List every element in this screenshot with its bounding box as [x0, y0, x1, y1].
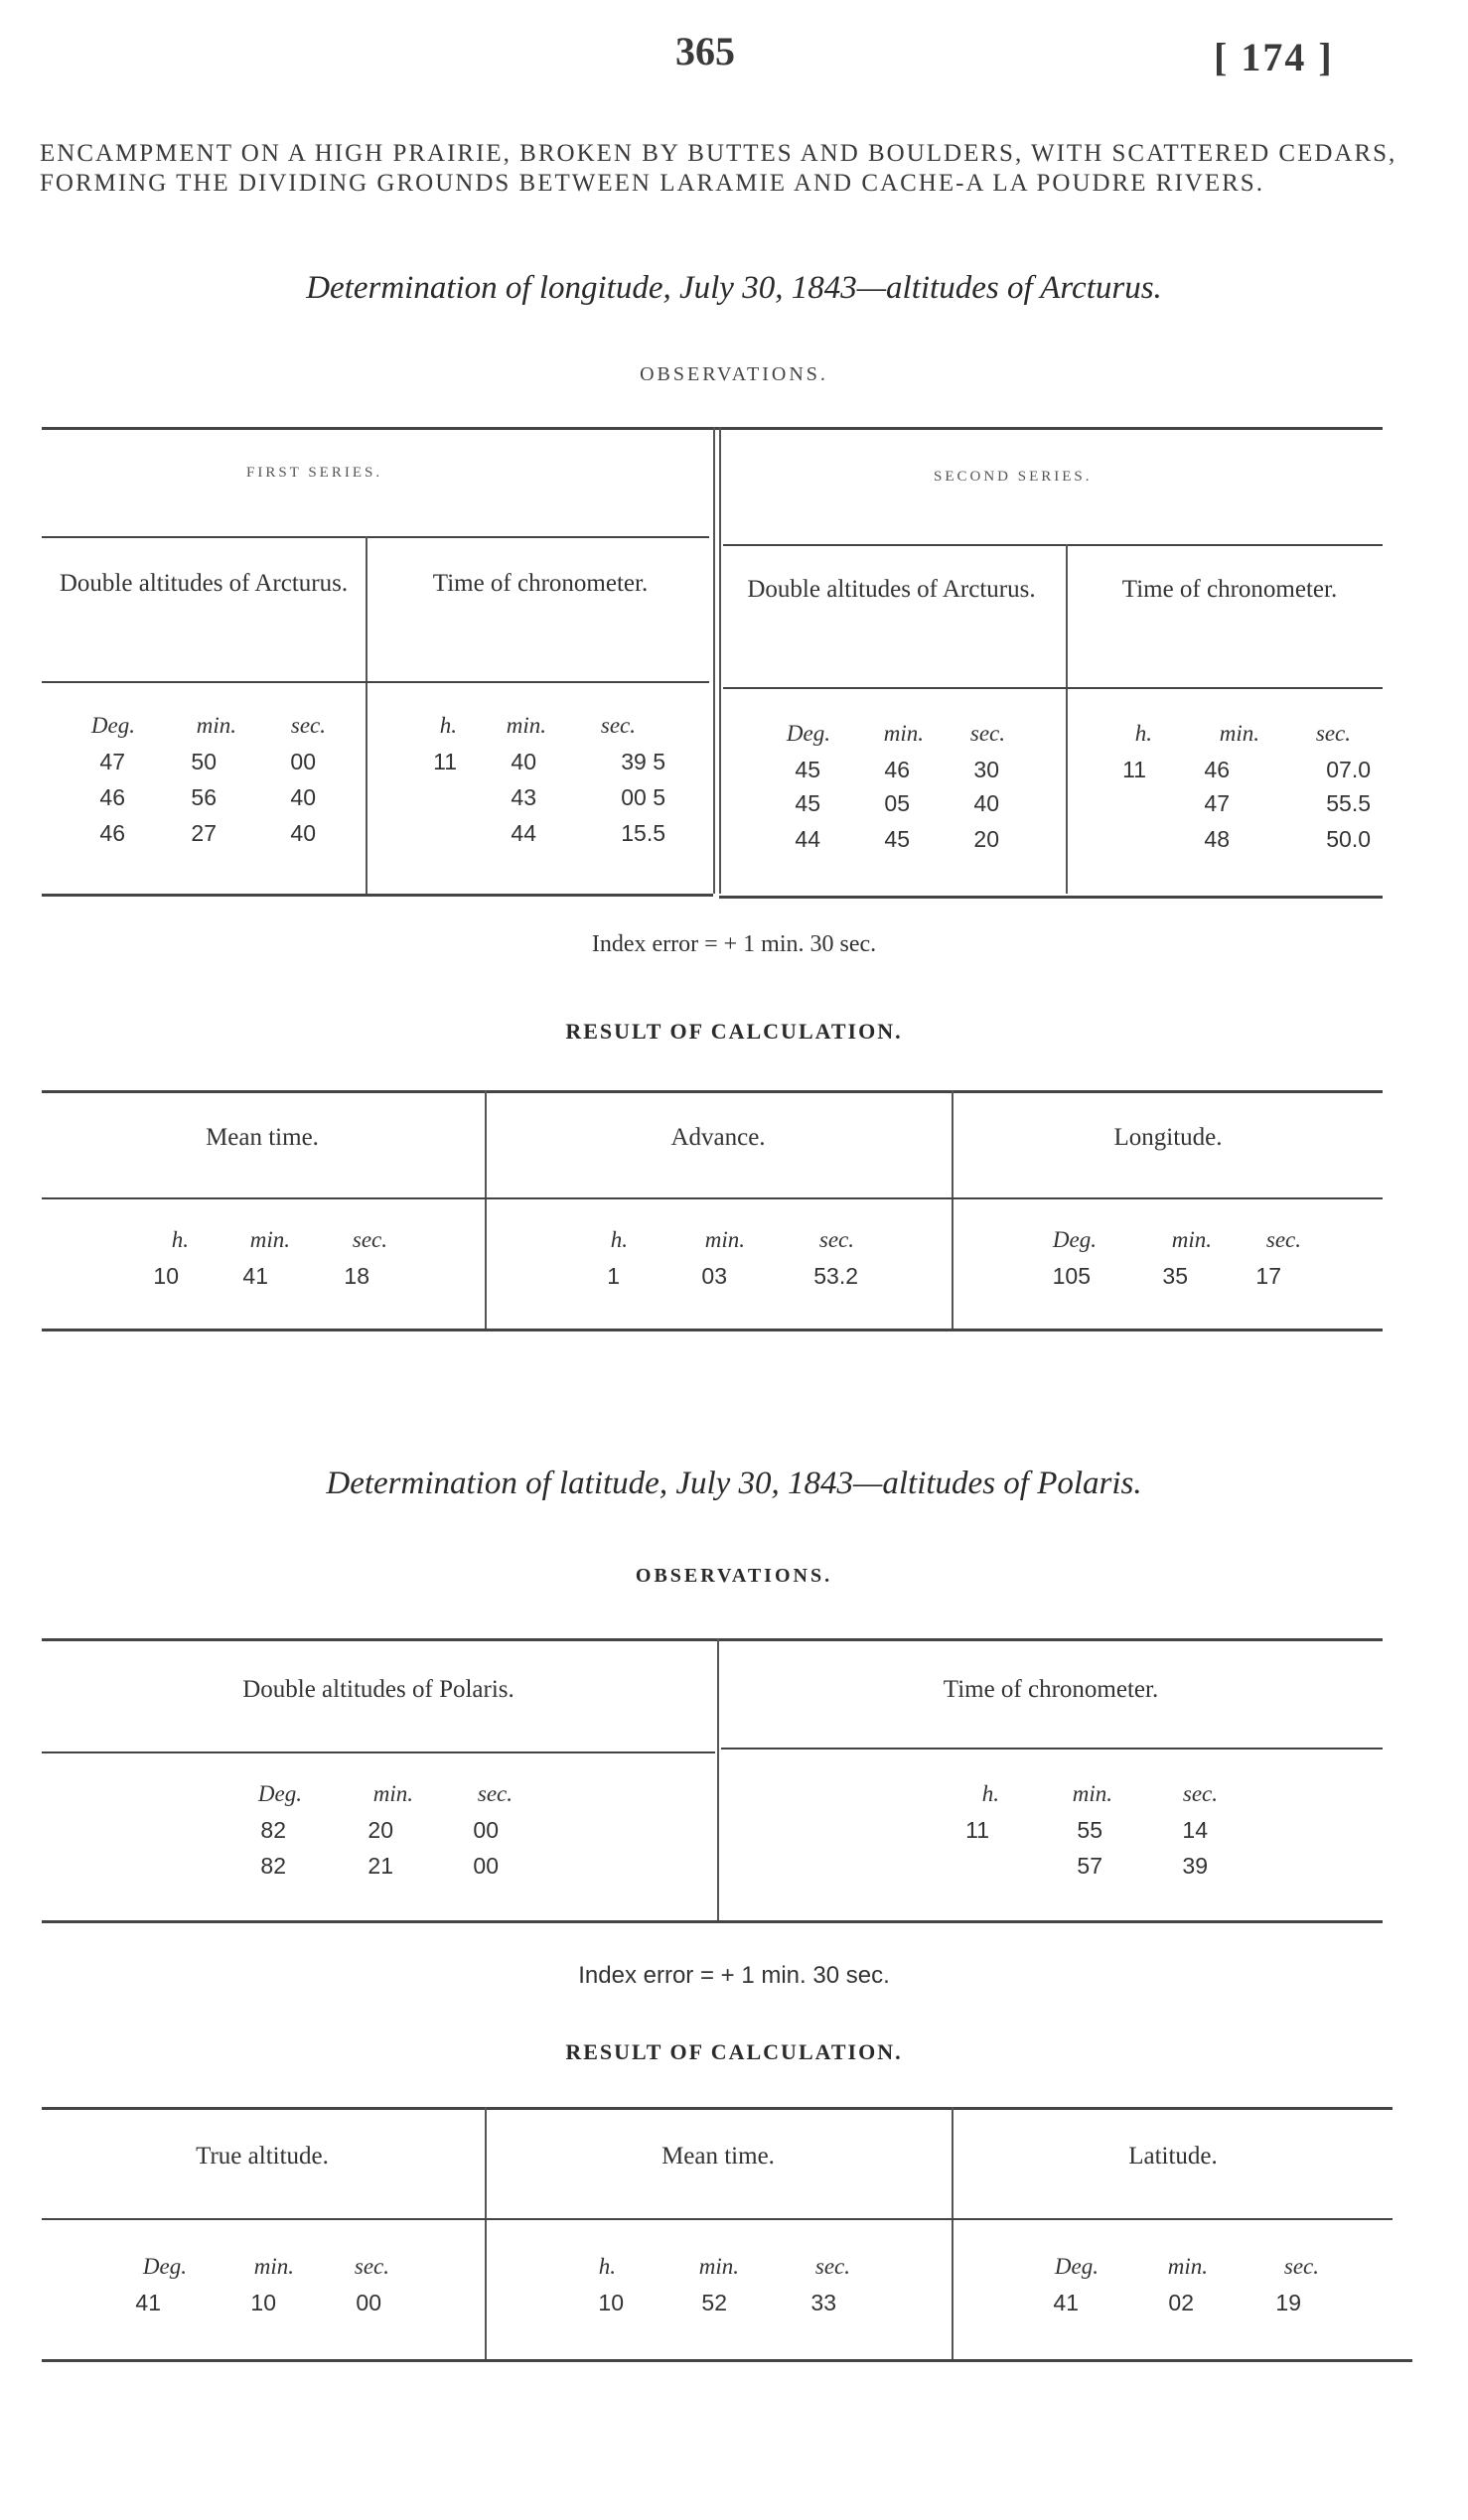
unit-min: min.	[196, 713, 236, 738]
unit-min: min.	[1219, 721, 1259, 746]
latitude-observations-label: OBSERVATIONS.	[635, 1565, 833, 1587]
unit-deg: Deg.	[786, 721, 830, 746]
unit-min: min.	[883, 721, 924, 746]
unit-deg: Deg.	[90, 713, 135, 738]
polaris-double-altitudes-header: Double altitudes of Polaris.	[242, 1676, 514, 1703]
second-series-label: SECOND SERIES.	[934, 469, 1093, 485]
result-header-latitude: Latitude.	[1128, 2143, 1218, 2170]
second-col-time-header: Time of chronometer.	[1121, 576, 1338, 603]
second-col-double-altitudes-header: Double altitudes of Arcturus.	[747, 576, 1036, 603]
result-header-true-altitude: True altitude.	[196, 2143, 329, 2170]
unit-sec: sec.	[290, 713, 326, 738]
document-page: 365 [ 174 ] ENCAMPMENT ON A HIGH PRAIRIE, BROKEN BY BUTTES AND BOULDERS, WITH SCATTERED CEDARS, FORMING THE DIVIDING GROUNDS BETWEEN LARAMIE AND CACHE-A LA POUDRE RIVERS. Determination of longitude, July 30, 1843—altitudes of Arcturus. OBSERVATIONS. FIRST SERIES. SECOND SERIES. Double altitudes of Arcturus. Time of chronometer. Double altitudes of Arcturus. Time of chronometer. Deg. min. sec. h. min. sec. Deg. min. sec. h. min. sec. 47 50 00 11 40 39 5 45 46 30 11 46 07.0 46 56 40 43 00 5 45 05 40 47 55.5 46 27 40 44 15.5 44 45 20 48 50.0 Index error = + 1 min. 30 sec. RESULT OF CALCULATION. Mean time. Advance. Longitude. h. min. sec. h. min. sec. Deg. min. sec. 10 41 18 1 03 53.2 105 35 17 Determination of latitude, July 30, 1843—altitudes of Polaris. OBSERVATIONS. Double altitudes of Polaris. Time of chronometer. Deg. min. sec. h. min. sec. 82 20 00 11 55 14 82 21 00 57 39 Index error = + 1 min. 30 sec. RESULT OF CALCULATION. True altitude. Mean time. Latitude. Deg. min. sec. h. min. sec. Deg. min. sec. 41 10 00 10 52 33 41 02 19	[0, 0, 1468, 2520]
longitude-result-label: RESULT OF CALCULATION.	[565, 1019, 903, 1044]
bracket-page-number: [ 174 ]	[1214, 35, 1334, 79]
unit-sec: sec.	[969, 721, 1005, 746]
longitude-index-error: Index error = + 1 min. 30 sec.	[591, 931, 877, 957]
first-col-double-altitudes-header: Double altitudes of Arcturus.	[59, 570, 349, 597]
result-header-mean-time: Mean time.	[206, 1124, 319, 1151]
first-col-time-header: Time of chronometer.	[432, 570, 649, 597]
result-header-longitude: Longitude.	[1113, 1124, 1223, 1151]
result-header-mean-time: Mean time.	[661, 2143, 775, 2170]
encampment-heading: ENCAMPMENT ON A HIGH PRAIRIE, BROKEN BY BUTTES AND BOULDERS, WITH SCATTERED CEDARS, FORMING THE DIVIDING GROUNDS BETWEEN LARAMIE AND CACHE-A LA POUDRE RIVERS.	[40, 140, 1397, 197]
latitude-index-error: Index error = + 1 min. 30 sec.	[578, 1962, 890, 1989]
page-number: 365	[675, 29, 735, 73]
result-header-advance: Advance.	[670, 1124, 766, 1151]
unit-sec: sec.	[1315, 721, 1351, 746]
unit-h: h.	[439, 713, 457, 738]
first-series-label: FIRST SERIES.	[246, 465, 383, 481]
latitude-title: Determination of latitude, July 30, 1843—altitudes of Polaris.	[326, 1466, 1142, 1501]
unit-sec: sec.	[600, 713, 636, 738]
unit-min: min.	[506, 713, 546, 738]
unit-h: h.	[1134, 721, 1152, 746]
polaris-time-header: Time of chronometer.	[943, 1676, 1159, 1703]
latitude-result-label: RESULT OF CALCULATION.	[565, 2039, 903, 2064]
longitude-observations-label: OBSERVATIONS.	[640, 363, 828, 385]
longitude-title: Determination of longitude, July 30, 1843—altitudes of Arcturus.	[306, 270, 1162, 306]
